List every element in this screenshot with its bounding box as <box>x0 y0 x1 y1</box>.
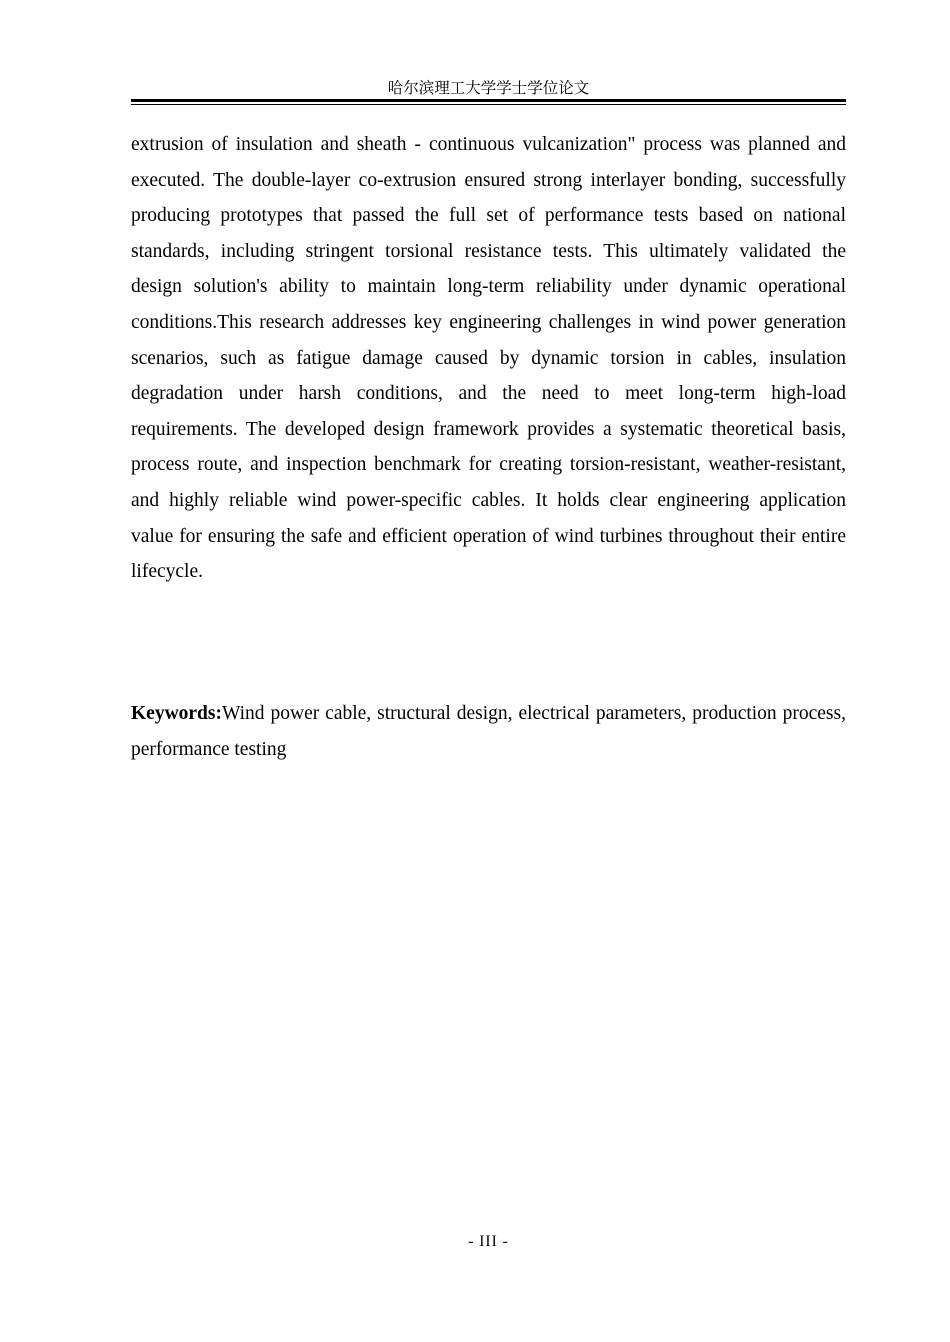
running-header: 哈尔滨理工大学学士学位论文 <box>387 79 590 97</box>
abstract-paragraph: extrusion of insulation and sheath - continuous vulcanization" process was planned and executed. The double-layer co-extrusion ensured strong interlayer bonding, successfully producing prototypes that passed the full set of performance tests based on national standards, including stringent torsional resistance tests. This ultimately validated the design solution's ability to maintain long-term reliability under dynamic operational conditions.This research addresses key engineering challenges in wind power generation scenarios, such as fatigue damage caused by dynamic torsion in cables, insulation degradation under harsh conditions, and the need to meet long-term high-load requirements. The developed design framework provides a systematic theoretical basis, process route, and inspection benchmark for creating torsion-resistant, weather-resistant, and highly reliable wind power-specific cables. It holds clear engineering application value for ensuring the safe and efficient operation of wind turbines throughout their entire lifecycle. <box>131 134 846 583</box>
keywords-text: Wind power cable, structural design, electrical parameters, production process, performance testing <box>131 703 846 760</box>
header-rule-thin <box>131 104 846 105</box>
header-rule-thick <box>131 99 846 102</box>
keywords-label: Keywords: <box>131 703 222 724</box>
keywords-line <box>131 696 846 767</box>
page-number: - III - <box>468 1233 509 1250</box>
